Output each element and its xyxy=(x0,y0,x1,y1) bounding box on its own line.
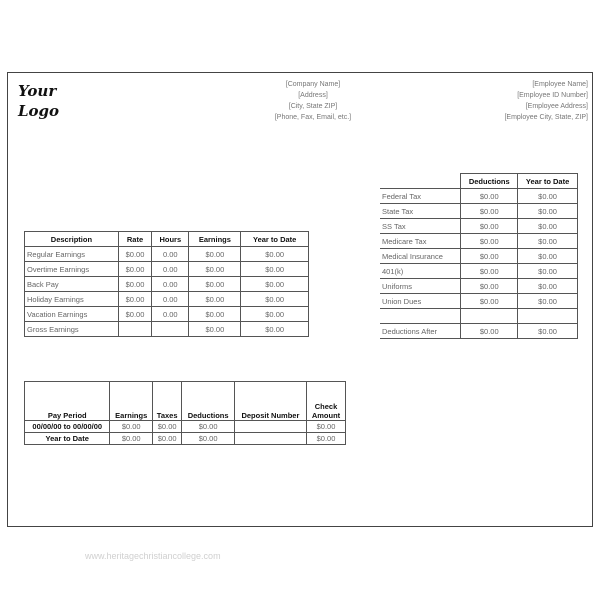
summary-earnings-header: Earnings xyxy=(110,382,152,421)
watermark-text: www.heritagechristiancollege.com xyxy=(85,551,221,561)
description-header: Description xyxy=(25,232,119,247)
table-row: Holiday Earnings $0.00 0.00 $0.00 $0.00 xyxy=(25,292,309,307)
table-row: Regular Earnings $0.00 0.00 $0.00 $0.00 xyxy=(25,247,309,262)
taxes-header: Taxes xyxy=(152,382,181,421)
table-row: Uniforms $0.00 $0.00 xyxy=(380,279,578,294)
table-row: Overtime Earnings $0.00 0.00 $0.00 $0.00 xyxy=(25,262,309,277)
table-row: Deductions After $0.00 $0.00 xyxy=(380,324,578,339)
table-row xyxy=(380,309,578,324)
employee-info: [Employee Name] [Employee ID Number] [Employee Address] [Employee City, State, ZIP] xyxy=(504,81,588,121)
ytd-header: Year to Date xyxy=(241,232,309,247)
table-row: Vacation Earnings $0.00 0.00 $0.00 $0.00 xyxy=(25,307,309,322)
deposit-number-header: Deposit Number xyxy=(234,382,306,421)
table-row: Union Dues $0.00 $0.00 xyxy=(380,294,578,309)
company-info: [Company Name] [Address] [City, State ZIP] [Phone, Fax, Email, etc.] xyxy=(274,81,352,121)
table-row: 401(k) $0.00 $0.00 xyxy=(380,264,578,279)
table-row: Medicare Tax $0.00 $0.00 xyxy=(380,234,578,249)
table-row: State Tax $0.00 $0.00 xyxy=(380,204,578,219)
earnings-header-row xyxy=(25,232,309,247)
pay-stub-sheet xyxy=(7,72,593,527)
deductions-blank-header xyxy=(380,174,461,189)
pay-summary-table xyxy=(24,381,346,445)
hours-header: Hours xyxy=(152,232,189,247)
table-row: Federal Tax $0.00 $0.00 xyxy=(380,189,578,204)
company-logo: Your Logo xyxy=(18,82,60,120)
deductions-header: Deductions xyxy=(461,174,518,189)
earnings-header: Earnings xyxy=(189,232,241,247)
table-row: Medical Insurance $0.00 $0.00 xyxy=(380,249,578,264)
deductions-table xyxy=(380,173,578,339)
summary-deductions-header: Deductions xyxy=(182,382,235,421)
pay-period-header: Pay Period xyxy=(25,382,110,421)
deductions-header-row xyxy=(380,174,578,189)
summary-header-row xyxy=(25,382,346,421)
deductions-ytd-header: Year to Date xyxy=(518,174,578,189)
table-row: 00/00/00 to 00/00/00 $0.00 $0.00 $0.00 $0.00 xyxy=(25,421,346,433)
rate-header: Rate xyxy=(118,232,151,247)
table-row: Back Pay $0.00 0.00 $0.00 $0.00 xyxy=(25,277,309,292)
earnings-table xyxy=(24,231,309,337)
table-row: Gross Earnings $0.00 $0.00 xyxy=(25,322,309,337)
table-row: Year to Date $0.00 $0.00 $0.00 $0.00 xyxy=(25,433,346,445)
table-row: SS Tax $0.00 $0.00 xyxy=(380,219,578,234)
check-amount-header: Check Amount xyxy=(307,382,346,421)
